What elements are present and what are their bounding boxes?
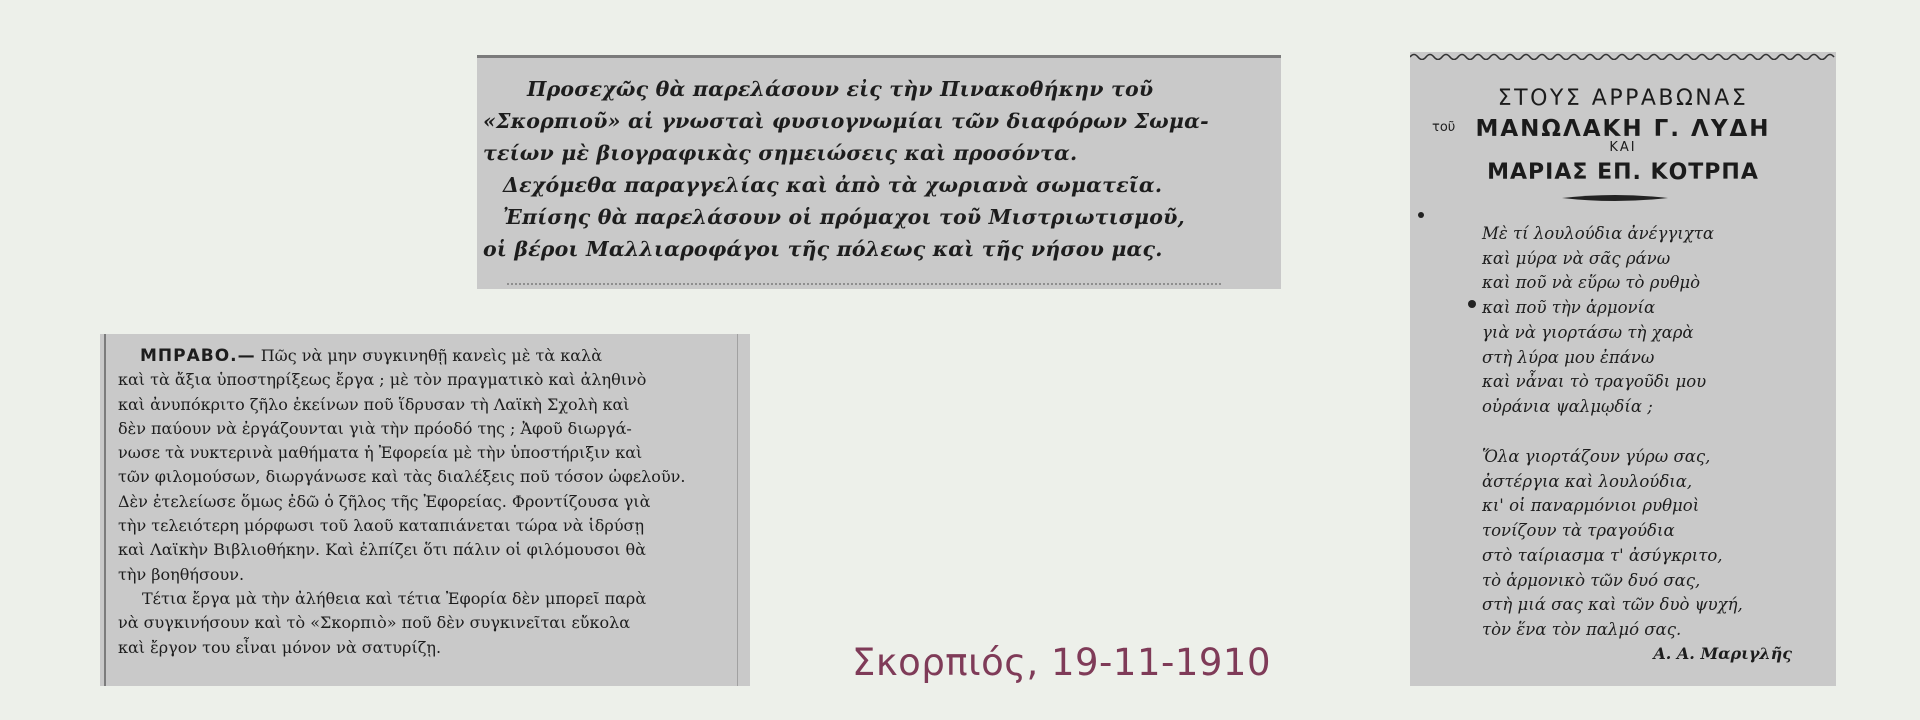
article-first-line — [118, 344, 686, 368]
newspaper-clipping-bravo — [100, 334, 750, 686]
article-text: Πῶς νὰ μην συγκινηθῇ κανεὶς μὲ τὰ καλὰ — [255, 346, 602, 365]
newspaper-clipping-poem — [1410, 52, 1836, 686]
poem-line: Μὲ τί λουλούδια ἀνέγγιχτα — [1482, 224, 1714, 243]
poem-line: τονίζουν τὰ τραγούδια — [1482, 521, 1675, 541]
ink-speck — [1418, 212, 1424, 218]
poem-line: γιὰ νὰ γιορτάσω τὴ χαρὰ — [1482, 322, 1694, 342]
article-line: καὶ ἔργον του εἶναι μόνον νὰ σατυρίζῃ. — [118, 637, 442, 657]
poem-line: τὸ ἁρμονικὸ τῶν δυό σας, — [1482, 570, 1701, 590]
article-line: τῶν φιλομούσων, διωργάνωσε καὶ τὰς διαλέξεις ποῦ τόσον ὠφελοῦν. — [118, 467, 686, 487]
article-line: Δὲν ἐτελείωσε ὅμως ἐδῶ ὁ ζῆλος τῆς Ἐφορείας. Φροντίζουσα γιὰ — [118, 491, 651, 511]
poem-dedication-bride: ΜΑΡΙΑΣ ΕΠ. ΚΟΤΡΠΑ — [1487, 160, 1759, 185]
poem-stanza — [1482, 445, 1743, 643]
poem-line: καὶ ποῦ τὴν ἁρμονία — [1482, 298, 1656, 318]
article-line: νὰ συγκινήσουν καὶ τὸ «Σκορπιὸ» ποῦ δὲν συγκινεῖται εὔκολα — [118, 613, 631, 633]
article-line: καὶ τὰ ἄξια ὑποστηρίξεως ἔργα ; μὲ τὸν πραγματικὸ καὶ ἀληθινὸ — [118, 370, 647, 390]
poem-line: στὴ μιά σας καὶ τῶν δυὸ ψυχή, — [1482, 595, 1743, 615]
poem-line: Ὅλα γιορτάζουν γύρω σας, — [1482, 447, 1711, 466]
poem-line: στὸ ταίριασμα τ' ἀσύγκριτο, — [1482, 545, 1723, 565]
source-caption: Σκορπιός, 19-11-1910 — [852, 641, 1272, 684]
newspaper-clipping-announcement — [477, 55, 1281, 289]
announcement-line: Ἐπίσης θὰ παρελάσουν οἱ πρόμαχοι τοῦ Μιστριωτισμοῦ, — [503, 205, 1185, 229]
poem-dedication-groom: ΜΑΝΩΛΑΚΗ Γ. ΛΥΔΗ — [1475, 116, 1771, 142]
article-line: δὲν παύουν νὰ ἐργάζουνται γιὰ τὴν πρόοδό της ; Ἀφοῦ διωργά- — [118, 418, 632, 438]
poem-line: καὶ μύρα νὰ σᾶς ράνω — [1482, 248, 1671, 268]
article-line: καὶ Λαϊκὴν Βιβλιοθήκην. Καὶ ἐλπίζει ὅτι πάλιν οἱ φιλόμουσοι θὰ — [118, 540, 646, 560]
announcement-line: «Σκορπιοῦ» αἱ γνωσταὶ φυσιογνωμίαι τῶν διαφόρων Σωμα- — [483, 109, 1209, 133]
ornament-divider — [1560, 192, 1670, 204]
poem-dedication-article: τοῦ — [1432, 120, 1456, 135]
article-line: τὴν τελειότερη μόρφωσι τοῦ λαοῦ καταπιάνεται τώρα νὰ ἱδρύσῃ — [118, 516, 645, 536]
poem-line: οὐράνια ψαλμῳδία ; — [1482, 396, 1653, 416]
poem-line: τὸν ἕνα τὸν παλμό σας. — [1482, 619, 1682, 639]
announcement-line: τείων μὲ βιογραφικὰς σημειώσεις καὶ προσόντα. — [483, 141, 1078, 165]
poem-line: καὶ νἆναι τὸ τραγοῦδι μου — [1482, 372, 1707, 392]
article-line: καὶ ἀνυπόκριτο ζῆλο ἐκείνων ποῦ ἵδρυσαν τὴ Λαϊκὴ Σχολὴ καὶ — [118, 394, 630, 414]
clipping-right-rule — [737, 334, 738, 686]
announcement-line: Προσεχῶς θὰ παρελάσουν εἰς τὴν Πινακοθήκην τοῦ — [527, 77, 1154, 101]
poem-line: καὶ ποῦ νὰ εὕρω τὸ ρυθμὸ — [1482, 273, 1701, 293]
announcement-line: Δεχόμεθα παραγγελίας καὶ ἀπὸ τὰ χωριανὰ σωματεῖα. — [503, 173, 1163, 197]
poem-line: στὴ λύρα μου ἐπάνω — [1482, 347, 1655, 367]
ink-speck — [1468, 300, 1476, 308]
clipping-top-rule — [477, 55, 1281, 58]
poem-line: ἀστέργια καὶ λουλούδια, — [1482, 471, 1693, 491]
poem-dedication-and: ΚΑΙ — [1609, 140, 1637, 155]
wavy-border — [1410, 52, 1836, 60]
poem-line: κι' οἱ παναρμόνιοι ρυθμοὶ — [1482, 496, 1700, 516]
article-heading: ΜΠΡΑΒΟ.— — [140, 346, 256, 366]
poem-signature: Α. Α. Μαριγλῆς — [1653, 644, 1792, 663]
announcement-line: οἱ βέροι Μαλλιαροφάγοι τῆς πόλεως καὶ τῆς νήσου μας. — [483, 237, 1163, 261]
article-line: τὴν βοηθήσουν. — [118, 564, 245, 584]
poem-dedication-heading: ΣΤΟΥΣ ΑΡΡΑΒΩΝΑΣ — [1497, 86, 1749, 111]
poem-stanza — [1482, 222, 1714, 420]
article-line: νωσε τὰ νυκτερινὰ μαθήματα ἡ Ἐφορεία μὲ τὴν ὑποστήριξιν καὶ — [118, 443, 643, 463]
article-line: Τέτια ἔργα μὰ τὴν ἀλήθεια καὶ τέτια Ἐφορία δὲν μπορεῖ παρὰ — [142, 588, 647, 608]
clipping-left-rule — [104, 334, 106, 686]
clipping-cut-edge — [507, 283, 1221, 289]
